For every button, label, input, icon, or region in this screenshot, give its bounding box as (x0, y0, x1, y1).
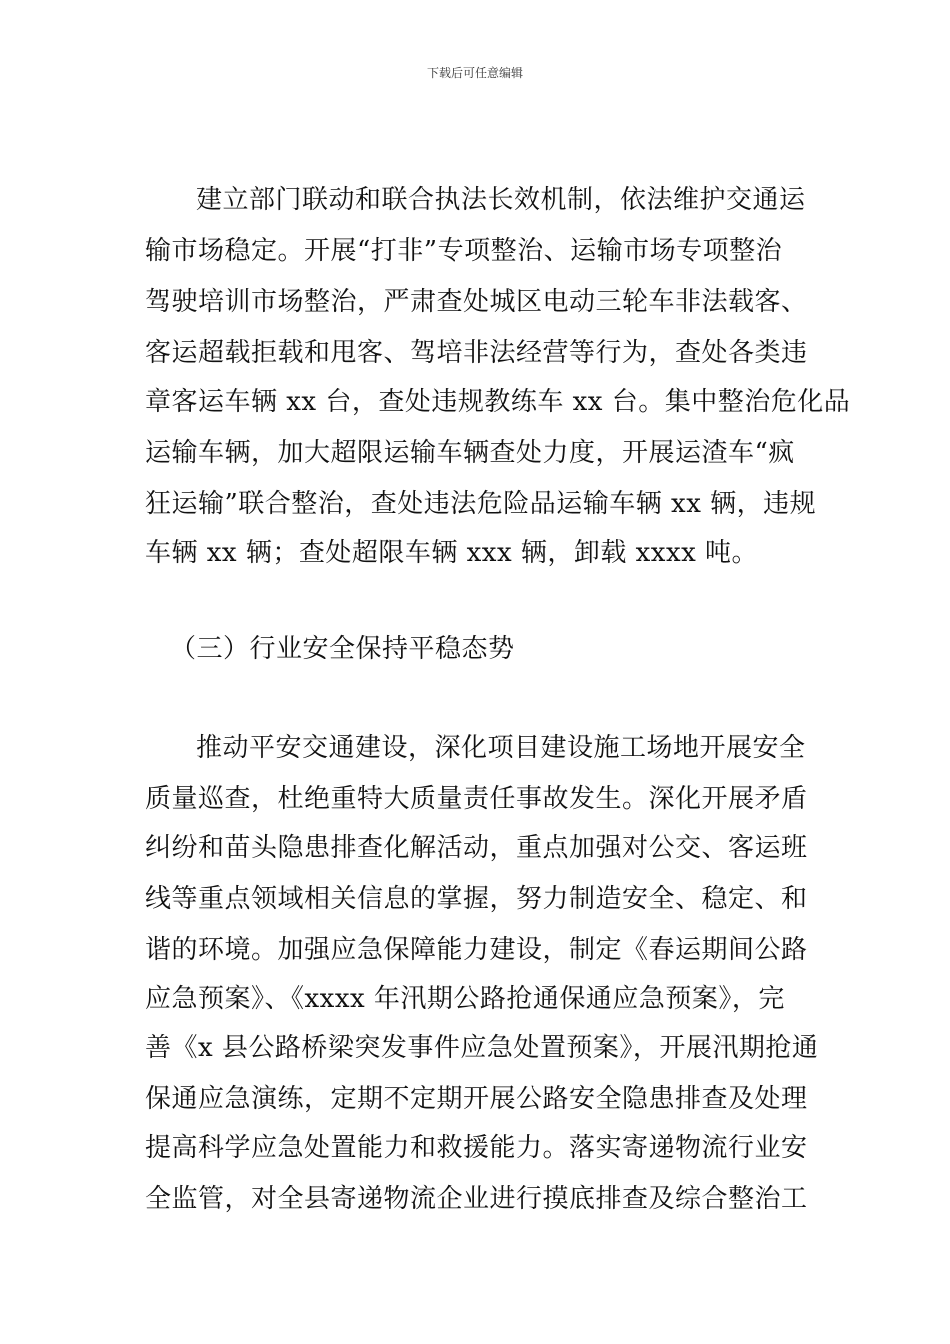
paragraph-line: 纠纷和苗头隐患排查化解活动，重点加强对公交、客运班 (145, 833, 808, 863)
paragraph-line: 质量巡查，杜绝重特大质量责任事故发生。深化开展矛盾 (145, 784, 808, 814)
paragraph-line: 建立部门联动和联合执法长效机制，依法维护交通运 (196, 185, 806, 215)
paragraph-line: 驾驶培训市场整治，严肃查处城区电动三轮车非法载客、 (145, 287, 808, 317)
paragraph-line: 谐的环境。加强应急保障能力建设，制定《春运期间公路 (145, 935, 808, 965)
section-heading: （三）行业安全保持平稳态势 (170, 634, 515, 664)
paragraph-line: 提高科学应急处置能力和救援能力。落实寄递物流行业安 (145, 1133, 808, 1163)
paragraph-line: 运输车辆，加大超限运输车辆查处力度，开展运渣车“疯 (145, 438, 795, 468)
paragraph-line: 狂运输”联合整治，查处违法危险品运输车辆 xx 辆，违规 (145, 489, 817, 519)
paragraph-line: 推动平安交通建设，深化项目建设施工场地开展安全 (196, 733, 806, 763)
paragraph-line: 保通应急演练，定期不定期开展公路安全隐患排查及处理 (145, 1084, 808, 1114)
paragraph-line: 客运超载拒载和甩客、驾培非法经营等行为，查处各类违 (145, 338, 808, 368)
paragraph-line: 善《x 县公路桥梁突发事件应急处置预案》，开展汛期抢通 (145, 1033, 819, 1063)
paragraph-line: 输市场稳定。开展“打非”专项整治、运输市场专项整治 (145, 236, 783, 266)
paragraph-line: 应急预案》、《xxxx 年汛期公路抢通保通应急预案》，完 (145, 984, 785, 1014)
paragraph-line: 全监管，对全县寄递物流企业进行摸底排查及综合整治工 (145, 1184, 808, 1214)
paragraph-line: 车辆 xx 辆；查处超限车辆 xxx 辆，卸载 xxxx 吨。 (145, 538, 759, 568)
paragraph-line: 线等重点领域相关信息的掌握，努力制造安全、稳定、和 (145, 884, 808, 914)
page-header: 下载后可任意编辑 (426, 66, 523, 80)
paragraph-line: 章客运车辆 xx 台，查处违规教练车 xx 台。集中整治危化品 (145, 387, 851, 417)
